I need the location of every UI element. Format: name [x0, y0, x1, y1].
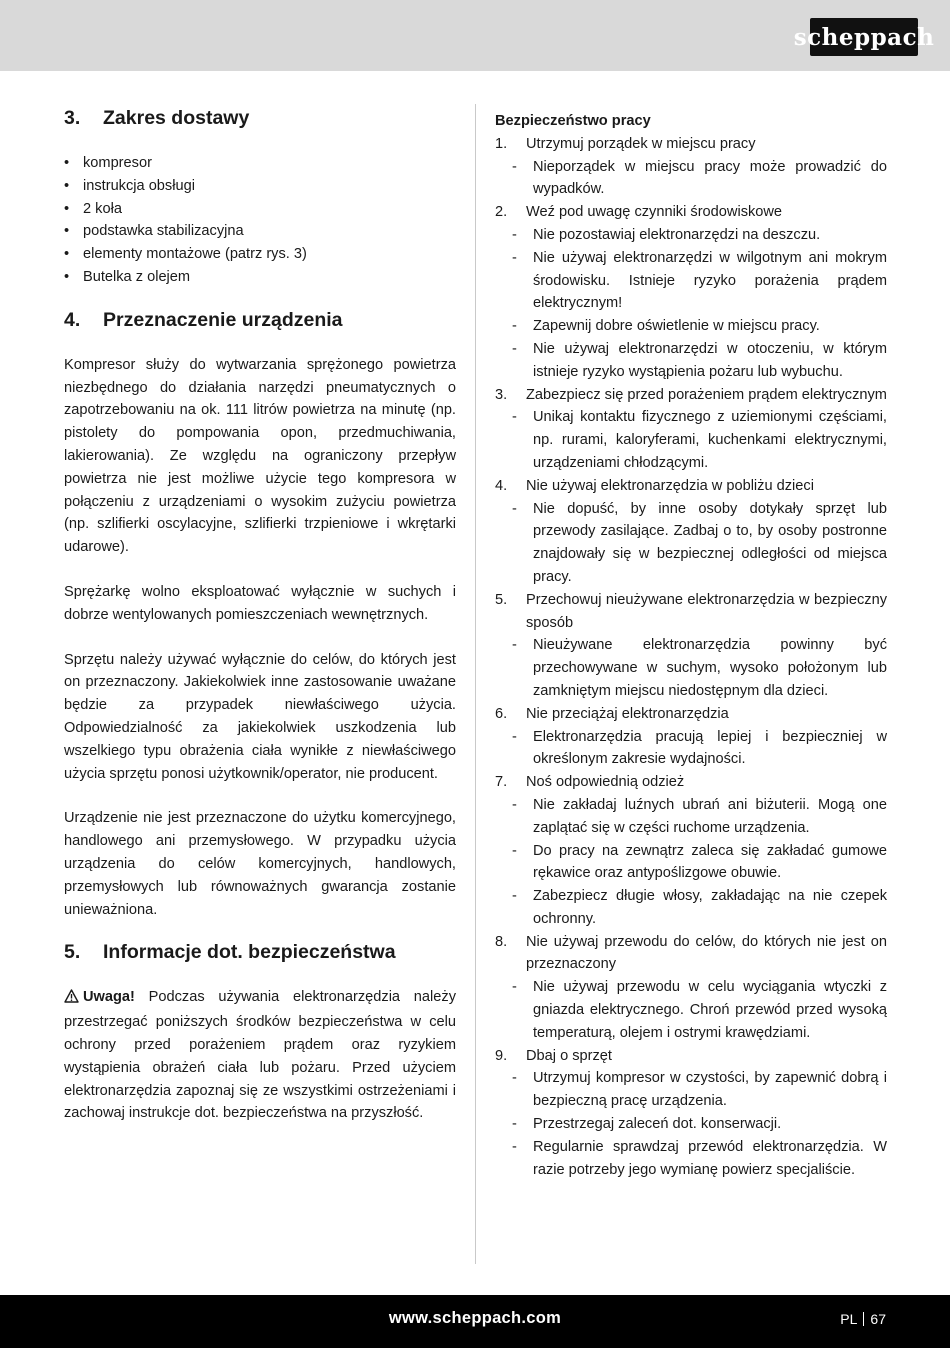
dash-marker: -: [512, 500, 517, 517]
subitem-text: Nieużywane elektronarzędzia powinny być przechowywane w suchym, wysoko położonym lub zamkniętym miejscu niedostępnym dla dzieci.: [533, 637, 887, 699]
list-item: • podstawka stabilizacyjna: [64, 220, 456, 243]
section-title: Informacje dot. bezpieczeństwa: [103, 941, 396, 964]
safety-subitem: [495, 794, 887, 840]
subitem-text: Do pracy na zewnątrz zaleca się zakładać gumowe rękawice oraz antypoślizgowe obuwie.: [533, 842, 887, 882]
item-number: 3.: [495, 386, 508, 403]
section-heading-intended-use: [64, 309, 456, 332]
item-number: 6.: [495, 705, 508, 722]
safety-subitem: [495, 315, 887, 338]
safety-subitem: [495, 1067, 887, 1113]
paragraph: Urządzenie nie jest przeznaczone do użytku komercyjnego, handlowego ani przemysłowego. W przypadku użycia urządzenia do celów komercyjnych, handlowych, przemysłowych lub równoważnych gwarancja zostanie unieważniona.: [64, 810, 456, 918]
safety-subitem: [495, 726, 887, 772]
list-item: • elementy montażowe (patrz rys. 3): [64, 243, 456, 266]
right-column: [495, 110, 887, 1181]
dash-marker: -: [512, 979, 517, 996]
safety-item: [495, 384, 887, 407]
safety-subitem: [495, 885, 887, 931]
delivery-list: [64, 152, 456, 289]
dash-marker: -: [512, 226, 517, 243]
subitem-text: Utrzymuj kompresor w czystości, by zapewnić dobrą i bezpieczną pracę urządzenia.: [533, 1070, 887, 1110]
safety-list: [495, 133, 887, 1182]
item-number: 7.: [495, 774, 508, 791]
subitem-text: Nie używaj elektronarzędzi w wilgotnym ani mokrym środowisku. Istnieje ryzyko porażenia prądem elektrycznym!: [533, 249, 887, 312]
page-indicator: [840, 1311, 886, 1327]
left-column: [64, 104, 456, 1125]
dash-marker: -: [512, 888, 517, 905]
dash-marker: -: [512, 249, 517, 266]
page-number: 67: [870, 1311, 886, 1327]
paragraph: Sprzętu należy używać wyłącznie do celów, do których jest on przeznaczony. Jakiekolwiek inne zastosowanie uważane będzie za przypadek niewłaściwego użycia. Odpowiedzialność za jakiekolwiek uszkodzenia lub wszelkiego typu obrażenia ciała wynikłe z niewłaściwego użycia sprzętu ponosi użytkownik/operator, nie producent.: [64, 651, 456, 782]
item-number: 2.: [495, 204, 508, 221]
safety-subitem: [495, 406, 887, 474]
item-number: 9.: [495, 1047, 508, 1064]
safety-subitem: [495, 224, 887, 247]
safety-item: [495, 201, 887, 224]
section-heading-safety: [64, 941, 456, 964]
section-title: Przeznaczenie urządzenia: [103, 308, 343, 331]
safety-subitem: [495, 634, 887, 702]
language-code: PL: [840, 1311, 858, 1327]
list-item: • instrukcja obsługi: [64, 175, 456, 198]
warning-triangle-icon: [64, 988, 79, 1011]
safety-item: [495, 703, 887, 726]
section-title: Zakres dostawy: [103, 107, 250, 129]
safety-subitem: [495, 498, 887, 589]
item-number: 1.: [495, 135, 508, 152]
item-number: 4.: [495, 477, 508, 494]
subitem-text: Nie dopuść, by inne osoby dotykały sprzęt lub przewody zasilające. Zadbaj o to, by osoby postronne znajdowały się w bezpiecznej odległości od miejsca pracy.: [533, 500, 887, 585]
safety-subitem: [495, 156, 887, 202]
section-heading-delivery: [64, 107, 456, 130]
warning-label: Uwaga!: [83, 989, 135, 1006]
safety-subitem: [495, 840, 887, 886]
section-number: 3.: [64, 107, 81, 129]
safety-item: [495, 931, 887, 977]
scheppach-logo: scheppach: [810, 18, 918, 56]
subitem-text: Nie używaj przewodu w celu wyciągania wtyczki z gniazda elektrycznego. Chroń przewód przed wysoką temperaturą, olejem i ostrymi krawędziami.: [533, 979, 887, 1041]
footer-band: [0, 1295, 950, 1348]
warning-paragraph: [64, 986, 456, 1125]
dash-marker: -: [512, 842, 517, 859]
subitem-text: Unikaj kontaktu fizycznego z uziemionymi częściami, np. rurami, kaloryferami, kuchenkami elektrycznymi, urządzeniami chłodzącymi.: [533, 409, 887, 471]
dash-marker: -: [512, 409, 517, 426]
safety-subitem: [495, 1113, 887, 1136]
paragraph: Sprężarkę wolno eksploatować wyłącznie w suchych i dobrze wentylowanych pomieszczeniach wewnętrznych.: [64, 583, 456, 623]
safety-subitem: [495, 338, 887, 384]
safety-item: [495, 133, 887, 156]
safety-item: [495, 589, 887, 635]
paragraph: Kompresor służy do wytwarzania sprężonego powietrza niezbędnego do działania narzędzi pneumatycznych o zapotrzebowaniu na ok. 111 litrów powietrza na minutę (np. pistolety do pompowania opon, przedmuchiwania, lakierowania). Ze względu na ograniczony przepływ powietrza nie jest możliwe użycie tego kompresora w połączeniu z urządzeniami o wysokim zużyciu powietrza (np. szlifierki oscylacyjne, szlifierki trzpieniowe i wkrętarki udarowe).: [64, 356, 456, 556]
subitem-text: Elektronarzędzia pracują lepiej i bezpieczniej w określonym zakresie wydajności.: [533, 728, 887, 768]
item-text: Dbaj o sprzęt: [526, 1047, 612, 1064]
subitem-text: Nie zakładaj luźnych ubrań ani biżuterii. Mogą one zaplątać się w części ruchome urządzenia.: [533, 796, 887, 836]
warning-text: Podczas używania elektronarzędzia należy przestrzegać poniższych środków bezpieczeństwa w celu ochrony przed porażeniem prądem oraz ryzykiem wystąpienia obrażeń ciała lub pożaru. Przed użyciem elektronarzędzia zapoznaj się ze wszystkimi ostrzeżeniami i zachowaj instrukcje dot. bezpieczeństwa na przyszłość.: [64, 989, 456, 1122]
list-item: • kompresor: [64, 152, 456, 175]
item-text: Noś odpowiednią odzież: [526, 774, 685, 791]
dash-marker: -: [512, 1116, 517, 1133]
subitem-text: Nie używaj elektronarzędzi w otoczeniu, w którym istnieje ryzyko wystąpienia pożaru lub wybuchu.: [533, 340, 887, 380]
page-separator: [863, 1312, 864, 1326]
dash-marker: -: [512, 1138, 517, 1155]
subitem-text: Nie pozostawiaj elektronarzędzi na deszczu.: [533, 226, 821, 243]
subitem-text: Zabezpiecz długie włosy, zakładając na nie czepek ochronny.: [533, 888, 887, 927]
column-divider: [475, 104, 476, 1264]
dash-marker: -: [512, 637, 517, 654]
section-number: 4.: [64, 308, 81, 331]
subitem-text: Regularnie sprawdzaj przewód elektronarzędzia. W razie potrzeby jego wymianę powierz specjaliście.: [533, 1138, 887, 1178]
item-number: 8.: [495, 933, 508, 950]
section-number: 5.: [64, 941, 81, 964]
website-url: www.scheppach.com: [388, 1309, 562, 1327]
header-band: [0, 0, 950, 71]
dash-marker: -: [512, 728, 517, 745]
subitem-text: Nieporządek w miejscu pracy może prowadzić do wypadków.: [533, 158, 887, 198]
item-text: Zabezpiecz się przed porażeniem prądem elektrycznym: [526, 386, 887, 403]
safety-item: [495, 475, 887, 498]
item-text: Nie używaj elektronarzędzia w pobliżu dzieci: [526, 477, 814, 494]
dash-marker: -: [512, 1070, 517, 1087]
safety-item: [495, 771, 887, 794]
item-text: Przechowuj nieużywane elektronarzędzia w bezpieczny sposób: [526, 591, 887, 631]
dash-marker: -: [512, 318, 517, 335]
dash-marker: -: [512, 796, 517, 813]
safety-subitem: [495, 976, 887, 1044]
safety-subheading: Bezpieczeństwo pracy: [495, 113, 651, 129]
list-item: • Butelka z olejem: [64, 266, 456, 289]
dash-marker: -: [512, 158, 517, 175]
safety-item: [495, 1045, 887, 1068]
dash-marker: -: [512, 340, 517, 357]
item-text: Nie używaj przewodu do celów, do których nie jest on przeznaczony: [526, 933, 887, 973]
list-item: • 2 koła: [64, 198, 456, 221]
item-text: Nie przeciążaj elektronarzędzia: [526, 705, 729, 722]
safety-subitem: [495, 247, 887, 315]
safety-subitem: [495, 1136, 887, 1182]
subitem-text: Przestrzegaj zaleceń dot. konserwacji.: [533, 1116, 782, 1133]
item-text: Utrzymuj porządek w miejscu pracy: [526, 135, 756, 152]
item-text: Weź pod uwagę czynniki środowiskowe: [526, 204, 783, 221]
item-number: 5.: [495, 591, 508, 608]
subitem-text: Zapewnij dobre oświetlenie w miejscu pracy.: [533, 318, 820, 335]
